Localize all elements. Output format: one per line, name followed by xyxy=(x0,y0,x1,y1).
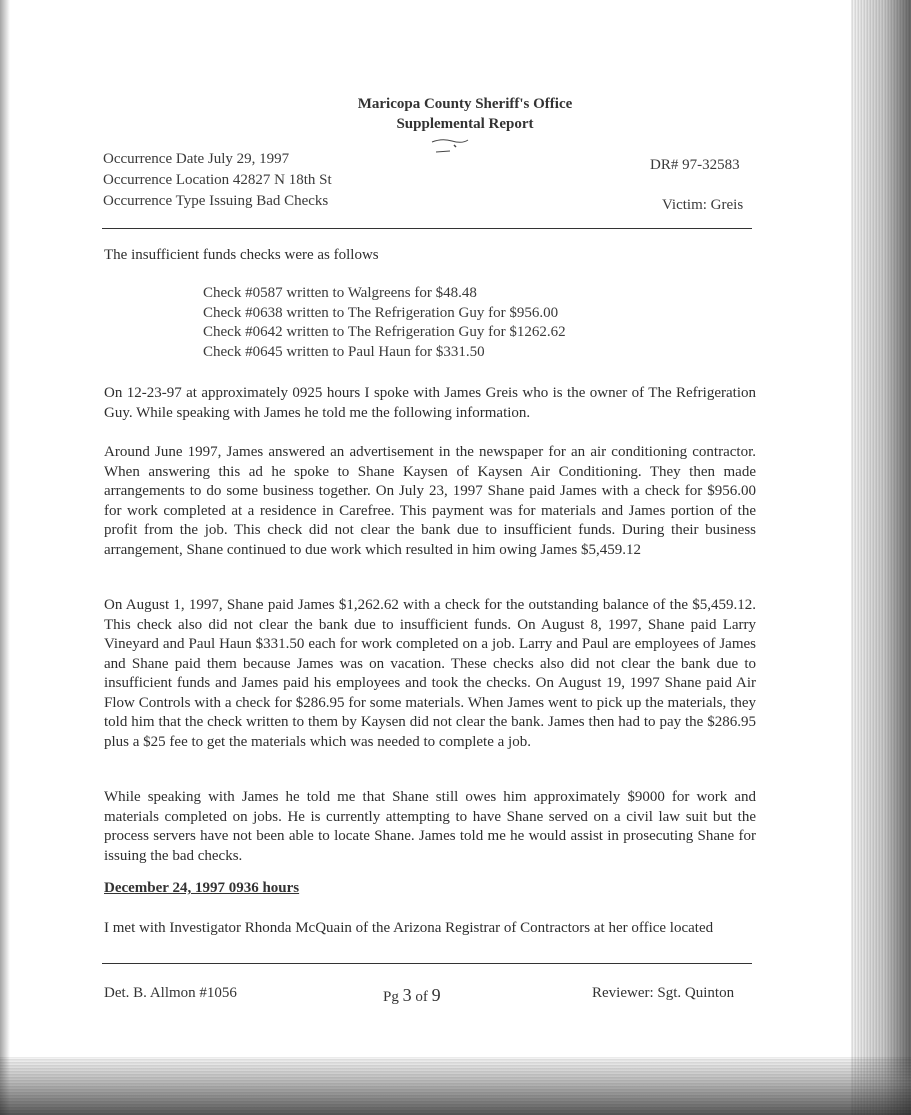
dr-number: DR# 97-32583 xyxy=(650,157,740,173)
check-item: Check #0642 written to The Refrigeration Guy for $1262.62 xyxy=(203,324,566,340)
occurrence-date: Occurrence Date July 29, 1997 xyxy=(103,151,290,167)
paragraph-background: Around June 1997, James answered an advertisement in the newspaper for an air conditioning contractor. When answering this ad he spoke to Shane Kaysen of Kaysen Air Conditioning. They then made arrangements to do some business together. On July 23, 1997 Shane paid James with a check for $956.00 for work completed at a residence in Carefree. This payment was for materials and James portion of the profit from the job. This check did not clear the bank due to insufficient funds. During their business arrangement, Shane continued to due work which resulted in him owing James $5,459.12 xyxy=(104,444,756,558)
page-prefix: Pg xyxy=(383,989,399,1005)
header-divider xyxy=(102,228,752,229)
paragraph-interview: On 12-23-97 at approximately 0925 hours I spoke with James Greis who is the owner of The Refrigeration Guy. While speaking with James he told me the following information. xyxy=(104,385,756,421)
entry-subheading: December 24, 1997 0936 hours xyxy=(104,880,300,896)
handwritten-mark-icon xyxy=(430,136,470,156)
page-total: 9 xyxy=(431,985,441,1005)
detective-signature: Det. B. Allmon #1056 xyxy=(104,985,237,1001)
page-of: of xyxy=(415,989,428,1005)
check-item: Check #0587 written to Walgreens for $48.48 xyxy=(203,285,477,301)
paragraph-checks-detail: On August 1, 1997, Shane paid James $1,262.62 with a check for the outstanding balance of the $5,459.12. This check also did not clear the bank due to insufficient funds. On August 8, 1997, Shane paid Larry Vineyard and Paul Haun $331.50 each for work completed on a job. Larry and Paul are employees of James and Shane paid them because James was on vacation. These checks also did not clear the bank due to insufficient funds and James paid his employees and took the checks. On August 19, 1997 Shane paid Air Flow Controls with a check for $286.95 for some materials. When James went to pick up the materials, they told him that the check written to them by Kaysen did not clear the bank. James then had to pay the $286.95 plus a $25 fee to get the materials which was needed to complete a job. xyxy=(104,597,756,750)
scan-edge-bottom xyxy=(0,1057,911,1115)
reviewer-name: Reviewer: Sgt. Quinton xyxy=(592,985,735,1001)
occurrence-type: Occurrence Type Issuing Bad Checks xyxy=(103,193,329,209)
agency-title: Maricopa County Sheriff's Office xyxy=(357,96,573,112)
paragraph-registrar: I met with Investigator Rhonda McQuain of the Arizona Registrar of Contractors at her office located xyxy=(104,920,714,936)
footer-divider xyxy=(102,963,752,964)
paragraph-civil-suit: While speaking with James he told me that Shane still owes him approximately $9000 for work and materials completed on jobs. He is currently attempting to have Shane served on a civil law suit but the process servers have not been able to locate Shane. James told me he would assist in prosecuting Shane for issuing the bad checks. xyxy=(104,789,756,864)
check-item: Check #0645 written to Paul Haun for $331.50 xyxy=(203,343,485,360)
page-number: 3 xyxy=(402,985,412,1005)
checks-list xyxy=(203,284,566,362)
page-indicator xyxy=(383,985,441,1006)
scan-edge-left xyxy=(0,0,10,1115)
occurrence-location: Occurrence Location 42827 N 18th St xyxy=(103,172,332,188)
check-item: Check #0638 written to The Refrigeration Guy for $956.00 xyxy=(203,304,559,321)
scan-edge-right xyxy=(851,0,911,1115)
victim-name: Victim: Greis xyxy=(662,197,744,213)
report-type-title: Supplemental Report xyxy=(396,116,534,132)
checks-intro: The insufficient funds checks were as follows xyxy=(104,247,379,263)
